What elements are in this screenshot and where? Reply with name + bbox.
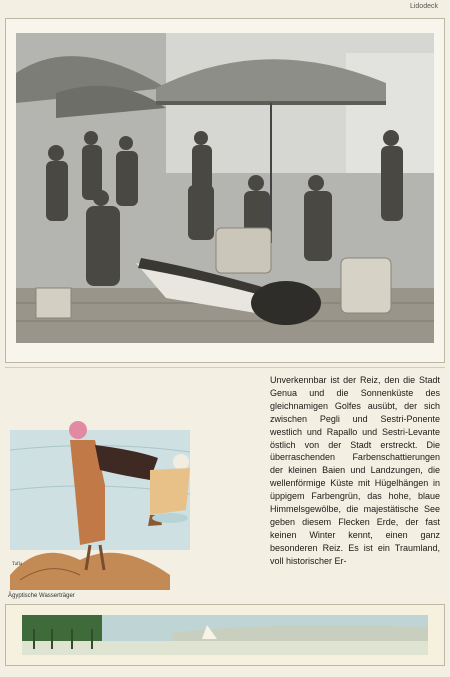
watercarriers-illustration	[10, 390, 190, 600]
running-head: Lidodeck	[409, 3, 438, 10]
divider	[5, 367, 445, 368]
deck-photo-illustration	[16, 33, 434, 343]
deck-photo	[16, 33, 434, 343]
coastal-panorama	[22, 615, 428, 655]
photo-frame	[5, 18, 445, 363]
watercarriers-drawing	[10, 390, 190, 600]
coastal-panorama-drawing	[22, 615, 428, 655]
article-text: Unverkennbar ist der Reiz, den die Stadt Genua und die Sonnenküste des gleichnamigen Golfes ausübt, der sich zwischen Pegli und Sestri-Ponente westlich und Rapallo und Sestri-Levante östlich von der Stadt erstreckt. Die überraschenden Farbenschattierungen der kleinen Baien und Landzungen, die wellenförmige Küste mit Hügelhängen in üppigem Farbengrün, das hohe, blaue Himmelsgewölbe, die majestätische See geben diesem Flecken Erde, der fast keinen Winter kennt, einen ganz besonderen Reiz. Es ist ein Traumland, voll historischer Er-	[270, 375, 440, 566]
illustration-caption: Ägyptische Wasserträger	[8, 593, 75, 599]
illustration-signature: Tafla	[12, 562, 23, 567]
bottom-panorama-frame	[5, 604, 445, 666]
